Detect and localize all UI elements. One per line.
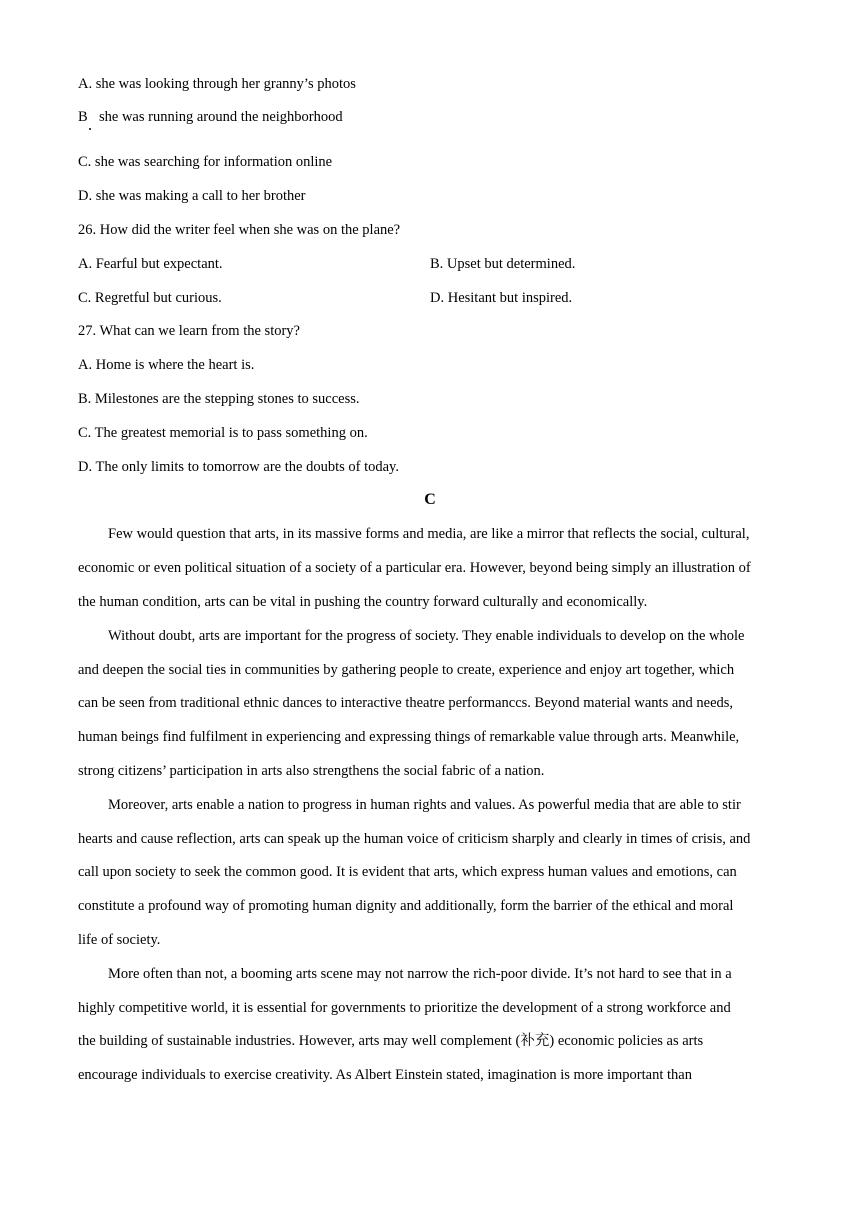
question-26: 26. How did the writer feel when she was on the plane?: [78, 222, 401, 238]
passage-line: constitute a profound way of promoting human dignity and additionally, form the barrier of the ethical and moral: [78, 898, 734, 914]
passage-line: encourage individuals to exercise creativity. As Albert Einstein stated, imagination is more important than: [78, 1067, 692, 1083]
option-26-c: C. Regretful but curious.: [78, 290, 222, 306]
option-26-d: D. Hesitant but inspired.: [430, 290, 573, 306]
option-27-c: C. The greatest memorial is to pass something on.: [78, 425, 368, 441]
option-27-d: D. The only limits to tomorrow are the doubts of today.: [78, 459, 399, 475]
passage-line: the building of sustainable industries. However, arts may well complement (补充) economic policies as arts: [78, 1033, 704, 1049]
option-27-b: B. Milestones are the stepping stones to success.: [78, 391, 360, 407]
passage-line: can be seen from traditional ethnic dances to interactive theatre performanccs. Beyond material wants and needs,: [78, 695, 734, 711]
passage-line: More often than not, a booming arts scene may not narrow the rich-poor divide. It’s not hard to see that in a: [108, 966, 732, 982]
passage-line: human beings find fulfilment in experiencing and expressing things of remarkable value through arts. Meanwhile,: [78, 729, 740, 745]
passage-line: highly competitive world, it is essential for governments to prioritize the development of a strong workforce and: [78, 1000, 731, 1016]
passage-line: call upon society to seek the common good. It is evident that arts, which express human values and emotions, can: [78, 864, 737, 880]
passage-line: strong citizens’ participation in arts also strengthens the social fabric of a nation.: [78, 763, 545, 779]
passage-line: Moreover, arts enable a nation to progress in human rights and values. As powerful media that are able to stir: [108, 797, 741, 813]
option-26-b: B. Upset but determined.: [430, 256, 576, 272]
passage-line: Few would question that arts, in its massive forms and media, are like a mirror that reflects the social, cultural,: [108, 526, 750, 542]
passage-line: and deepen the social ties in communities by gathering people to create, experience and enjoy art together, which: [78, 662, 735, 678]
option-26-a: A. Fearful but expectant.: [78, 256, 223, 272]
option-25-a: A. she was looking through her granny’s photos: [78, 76, 356, 92]
passage-line: hearts and cause reflection, arts can speak up the human voice of criticism sharply and clearly in times of crisis, and: [78, 831, 751, 847]
option-27-a: A. Home is where the heart is.: [78, 357, 255, 373]
passage-line: the human condition, arts can be vital in pushing the country forward culturally and economically.: [78, 594, 648, 610]
passage-line: economic or even political situation of a society of a particular era. However, beyond being simply an illustration of: [78, 560, 751, 576]
option-25-c: C. she was searching for information online: [78, 154, 333, 170]
passage-line: Without doubt, arts are important for the progress of society. They enable individuals to develop on the whole: [108, 628, 745, 644]
passage-line: life of society.: [78, 932, 161, 948]
option-25-b-letter: B: [78, 109, 88, 125]
section-heading: C: [424, 491, 436, 508]
option-25-d: D. she was making a call to her brother: [78, 188, 306, 204]
question-27: 27. What can we learn from the story?: [78, 323, 300, 339]
option-25-b-dot: [89, 128, 91, 130]
option-25-b-text: she was running around the neighborhood: [99, 109, 343, 125]
